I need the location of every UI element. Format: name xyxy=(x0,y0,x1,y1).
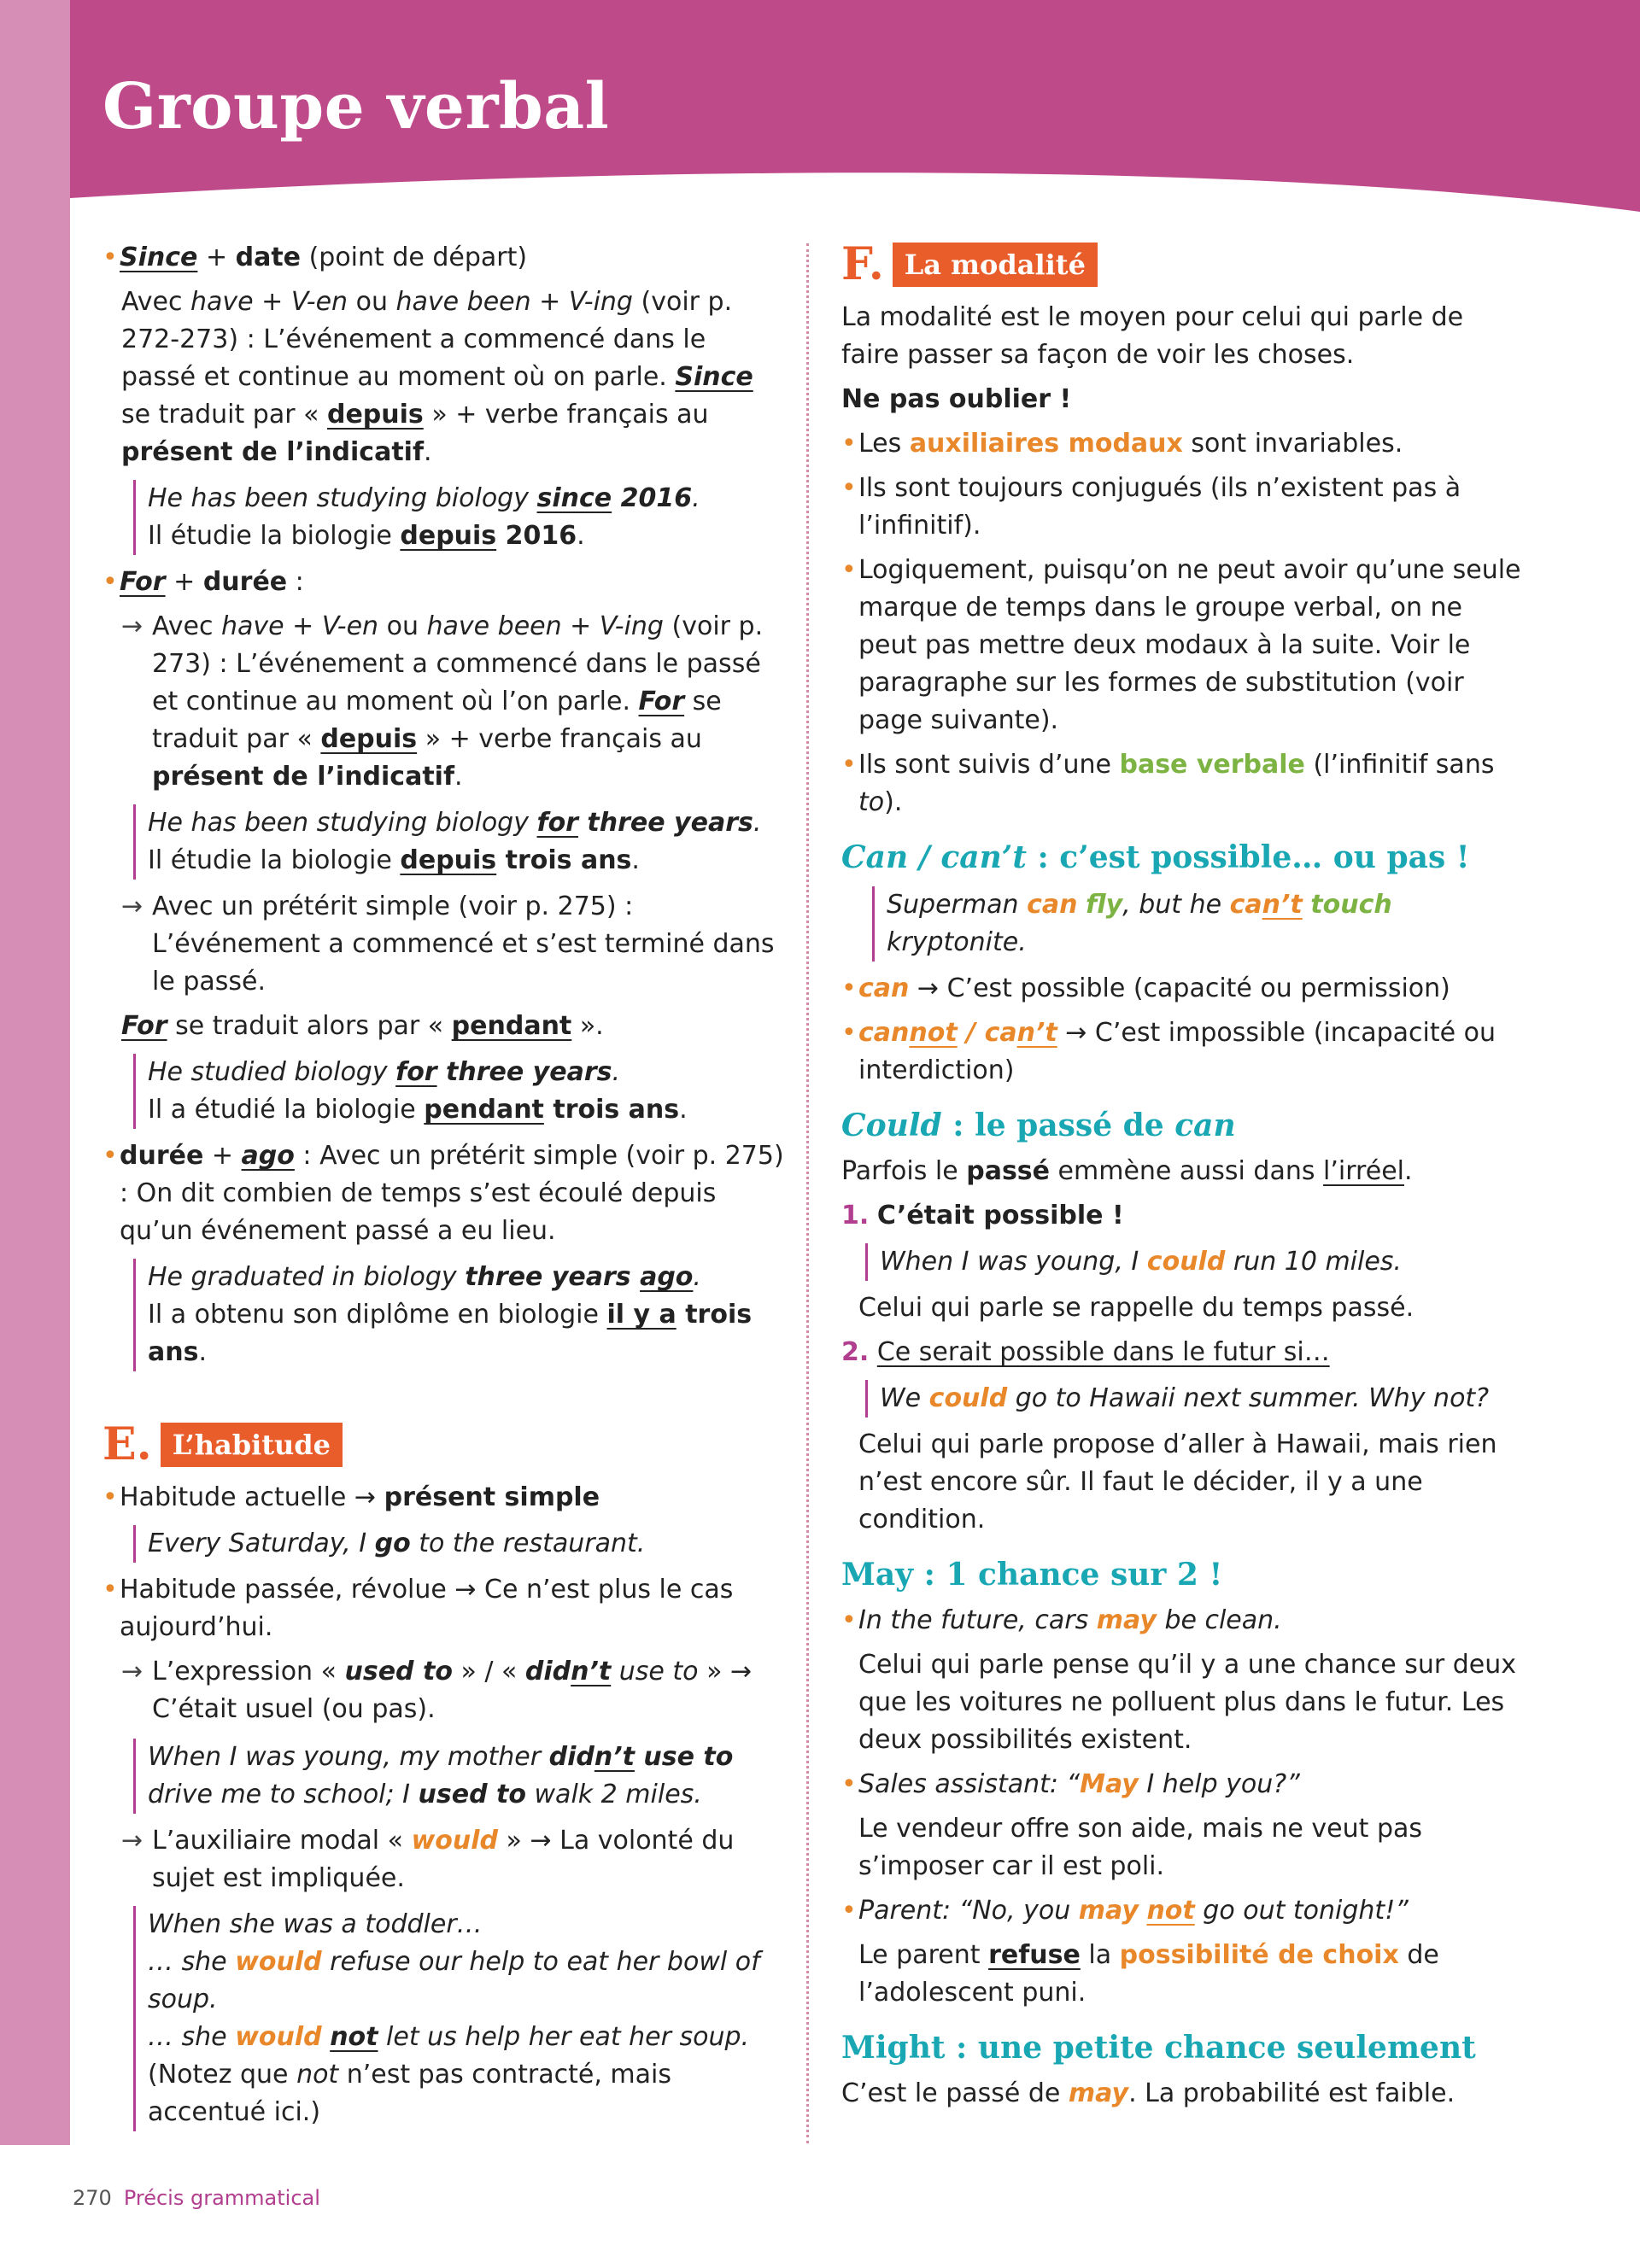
habit-current: • Habitude actuelle → présent simple xyxy=(102,1479,786,1517)
since-heading: • Since + date (point de départ) xyxy=(102,239,786,277)
modal-rule-4: • Ils sont suivis d’une base verbale (l’infinitif sans to). xyxy=(841,746,1525,821)
may-example-2: • Sales assistant: “May I help you?” xyxy=(841,1766,1525,1803)
might-heading: Might : une petite chance seulement xyxy=(841,2030,1476,2066)
section-f-letter: F. xyxy=(841,238,884,290)
habit-past: • Habitude passée, révolue → Ce n’est plus le cas aujourd’hui. xyxy=(102,1571,786,1646)
could-case-2-note: Celui qui parle propose d’aller à Hawaii, mais rien n’est encore sûr. Il faut le décider, il y a une condition. xyxy=(858,1429,1497,1534)
may-example-2-note: Le vendeur offre son aide, mais ne veut pas s’imposer car il est poli. xyxy=(858,1814,1422,1881)
ago-heading: • durée + ago : Avec un prétérit simple (voir p. 275) : On dit combien de temps s’est écoulé depuis qu’un événement passé a eu lieu. xyxy=(102,1137,786,1250)
column-divider xyxy=(806,243,809,2143)
left-color-bar xyxy=(0,0,70,2145)
habit-would: → L’auxiliaire modal « would » → La volonté du sujet est impliquée. xyxy=(102,1822,786,1897)
left-column xyxy=(102,239,786,2140)
habit-would-example: When she was a toddler… … she would refuse our help to eat her bowl of soup. … she would not let us help her eat her soup. (Notez que not n’est pas contracté, mais accentué ici.) xyxy=(133,1906,786,2131)
may-example-3: • Parent: “No, you may not go out tonight!” xyxy=(841,1892,1525,1930)
section-e-letter: E. xyxy=(102,1418,152,1470)
habit-used-to-example: When I was young, my mother didn’t use to drive me to school; I used to walk 2 miles. xyxy=(133,1739,786,1814)
section-f-header xyxy=(841,238,1525,290)
for-explanation-1: → Avec have + V-en ou have been + V-ing (voir p. 273) : L’événement a commencé dans le passé et continue au moment où l’on parle. For se traduit par « depuis » + verbe français au présent de l’indicatif. xyxy=(102,608,786,796)
could-heading: Could : le passé de can xyxy=(841,1108,1236,1143)
for-example-2: He studied biology for three years. Il a étudié la biologie pendant trois ans. xyxy=(133,1054,786,1129)
could-case-2: 2. Ce serait possible dans le futur si… xyxy=(841,1337,1330,1367)
since-example: He has been studying biology since 2016. Il étudie la biologie depuis 2016. xyxy=(133,480,786,555)
footer-label: Précis grammatical xyxy=(123,2186,320,2210)
habit-used-to: → L’expression « used to » / « didn’t use to » → C’était usuel (ou pas). xyxy=(102,1653,786,1728)
page-footer xyxy=(73,2186,320,2210)
may-example-1: • In the future, cars may be clean. xyxy=(841,1602,1525,1640)
for-heading: • For + durée : xyxy=(102,564,786,601)
section-f-title: La modalité xyxy=(893,243,1098,287)
habit-current-example: Every Saturday, I go to the restaurant. xyxy=(133,1525,786,1563)
could-case-1-note: Celui qui parle se rappelle du temps passé. xyxy=(858,1293,1414,1323)
modal-rule-2: • Ils sont toujours conjugués (ils n’existent pas à l’infinitif). xyxy=(841,470,1525,545)
section-e-title: L’habitude xyxy=(161,1423,343,1467)
modal-rule-3: • Logiquement, puisqu’on ne peut avoir qu’une seule marque de temps dans le groupe verbal, on ne peut pas mettre deux modaux à la suite. Voir le paragraphe sur les formes de substitution (voir page suivante). xyxy=(841,552,1525,739)
since-explanation: Avec have + V-en ou have been + V-ing (voir p. 272-273) : L’événement a commencé dans le passé et continue au moment où on parle. Since se traduit par « depuis » + verbe français au présent de l’indicatif. xyxy=(121,287,753,467)
page-number: 270 xyxy=(73,2186,112,2210)
could-example-2: We could go to Hawaii next summer. Why not? xyxy=(865,1380,1525,1418)
for-example-1: He has been studying biology for three years. Il étudie la biologie depuis trois ans. xyxy=(133,804,786,880)
cannot-meaning: • cannot / can’t → C’est impossible (incapacité ou interdiction) xyxy=(841,1014,1525,1090)
can-meaning: • can → C’est possible (capacité ou permission) xyxy=(841,970,1525,1008)
might-text: C’est le passé de may. La probabilité est faible. xyxy=(841,2078,1456,2108)
section-e-header xyxy=(102,1418,786,1470)
ago-example: He graduated in biology three years ago. Il a obtenu son diplôme en biologie il y a trois ans. xyxy=(133,1259,786,1371)
for-explanation-2: → Avec un prétérit simple (voir p. 275) : L’événement a commencé et s’est terminé dans le passé. xyxy=(102,888,786,1001)
right-column xyxy=(841,239,1525,2113)
page-title: Groupe verbal xyxy=(102,70,610,143)
may-example-3-note: Le parent refuse la possibilité de choix de l’adolescent puni. xyxy=(858,1940,1439,2008)
may-example-1-note: Celui qui parle pense qu’il y a une chance sur deux que les voitures ne polluent plus dans le futur. Les deux possibilités existent. xyxy=(858,1650,1516,1755)
could-example-1: When I was young, I could run 10 miles. xyxy=(865,1243,1525,1281)
modal-rule-1: • Les auxiliaires modaux sont invariables. xyxy=(841,425,1525,463)
for-translation-note: For se traduit alors par « pendant ». xyxy=(121,1011,604,1041)
could-case-1: 1. C’était possible ! xyxy=(841,1201,1124,1230)
could-intro: Parfois le passé emmène aussi dans l’irréel. xyxy=(841,1156,1413,1186)
remember-heading: Ne pas oublier ! xyxy=(841,384,1072,414)
can-heading: Can / can’t : c’est possible… ou pas ! xyxy=(841,839,1470,875)
can-example: Superman can fly, but he can’t touch kryptonite. xyxy=(872,886,1525,962)
may-heading: May : 1 chance sur 2 ! xyxy=(841,1557,1223,1593)
modality-intro: La modalité est le moyen pour celui qui parle de faire passer sa façon de voir les choses. xyxy=(841,302,1464,370)
